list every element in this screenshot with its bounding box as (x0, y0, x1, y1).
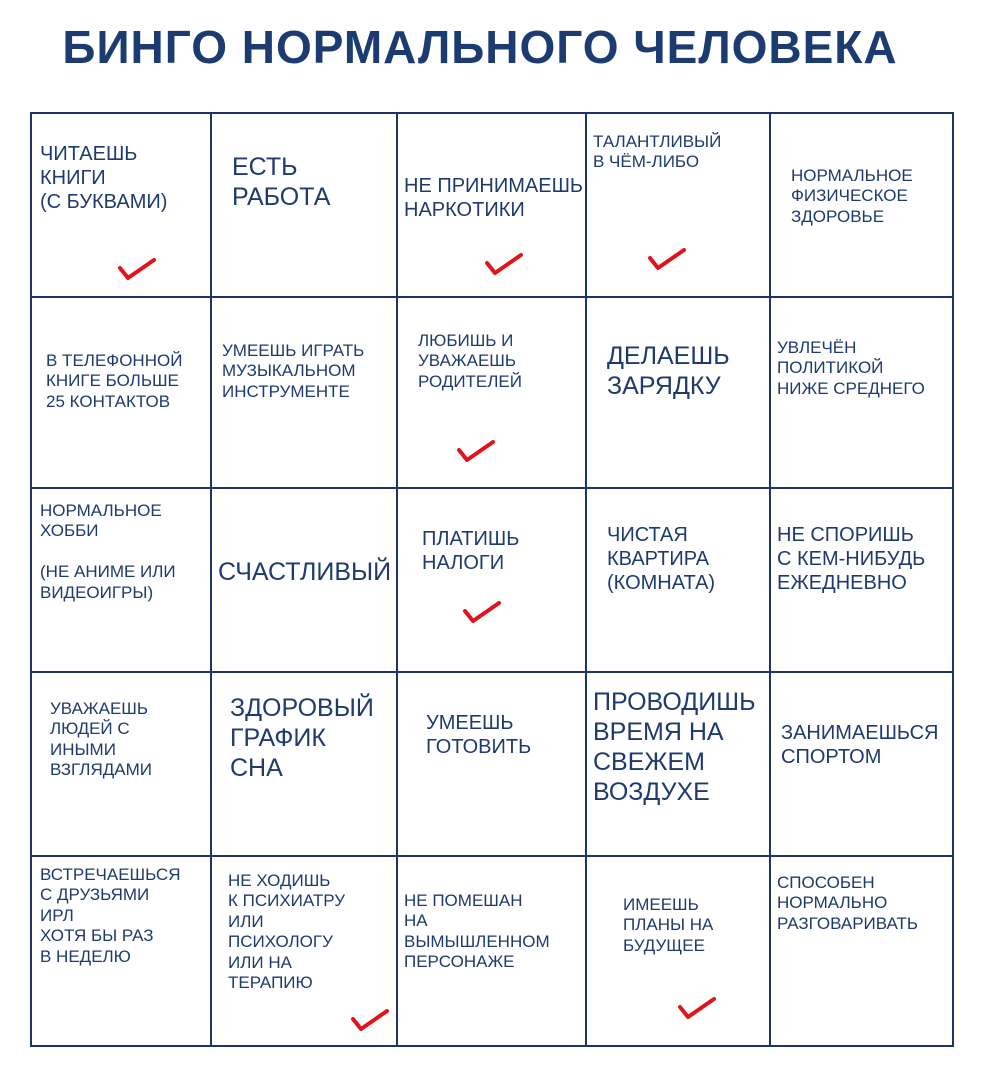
bingo-cell[interactable] (210, 671, 396, 855)
check-mark-icon (462, 597, 502, 627)
bingo-cell-text: УВАЖАЕШЬ ЛЮДЕЙ С ИНЫМИ ВЗГЛЯДАМИ (50, 699, 152, 780)
bingo-cell-text: СЧАСТЛИВЫЙ (218, 558, 392, 586)
bingo-cell-text: ЗАНИМАЕШЬСЯ СПОРТОМ (781, 722, 939, 768)
bingo-cell-text: ИМЕЕШЬ ПЛАНЫ НА БУДУЩЕЕ (623, 895, 714, 955)
bingo-cell-text: УМЕЕШЬ ГОТОВИТЬ (426, 712, 532, 758)
bingo-cell-text: ПРОВОДИШЬ ВРЕМЯ НА СВЕЖЕМ ВОЗДУХЕ (593, 688, 756, 806)
bingo-cell[interactable] (396, 296, 585, 487)
bingo-cell[interactable] (396, 855, 585, 1045)
bingo-cell-text: УВЛЕЧЁН ПОЛИТИКОЙ НИЖЕ СРЕДНЕГО (777, 338, 925, 398)
bingo-cell[interactable] (210, 487, 396, 671)
bingo-cell-text: ЧИТАЕШЬ КНИГИ (С БУКВАМИ) (40, 143, 168, 213)
bingo-grid (30, 112, 954, 1047)
bingo-cell-text: ЗДОРОВЫЙ ГРАФИК СНА (230, 694, 374, 782)
bingo-cell[interactable] (210, 296, 396, 487)
bingo-cell[interactable] (210, 855, 396, 1045)
bingo-cell[interactable] (769, 487, 952, 671)
bingo-cell-text: ЧИСТАЯ КВАРТИРА (КОМНАТА) (607, 524, 716, 594)
bingo-cell[interactable] (32, 855, 210, 1045)
bingo-cell-text: ТАЛАНТЛИВЫЙ В ЧЁМ-ЛИБО (593, 132, 722, 172)
bingo-cell[interactable] (585, 855, 769, 1045)
bingo-cell[interactable] (396, 114, 585, 296)
bingo-cell[interactable] (32, 114, 210, 296)
bingo-cell-text: НЕ ПРИНИМАЕШЬ НАРКОТИКИ (404, 175, 584, 221)
bingo-cell[interactable] (32, 487, 210, 671)
bingo-cell[interactable] (585, 114, 769, 296)
bingo-cell-text: В ТЕЛЕФОННОЙ КНИГЕ БОЛЬШЕ 25 КОНТАКТОВ (46, 351, 183, 411)
check-mark-icon (677, 993, 717, 1023)
bingo-cell[interactable] (769, 671, 952, 855)
bingo-cell[interactable] (32, 671, 210, 855)
page-title: БИНГО НОРМАЛЬНОГО ЧЕЛОВЕКА (62, 21, 898, 73)
bingo-cell[interactable] (769, 855, 952, 1045)
bingo-cell-text: ЛЮБИШЬ И УВАЖАЕШЬ РОДИТЕЛЕЙ (418, 331, 522, 391)
check-mark-icon (456, 436, 496, 466)
bingo-cell-text: НЕ ХОДИШЬ К ПСИХИАТРУ ИЛИ ПСИХОЛОГУ ИЛИ НА ТЕРАПИЮ (228, 871, 346, 992)
bingo-cell-text: ВСТРЕЧАЕШЬСЯ С ДРУЗЬЯМИ ИРЛ ХОТЯ БЫ РАЗ В НЕДЕЛЮ (40, 865, 181, 966)
bingo-cell-text: ПЛАТИШЬ НАЛОГИ (422, 528, 520, 574)
bingo-cell-text: НОРМАЛЬНОЕ ХОББИ (НЕ АНИМЕ ИЛИ ВИДЕОИГРЫ) (40, 501, 176, 602)
bingo-cell[interactable] (210, 114, 396, 296)
check-mark-icon (484, 249, 524, 279)
check-mark-icon (117, 254, 157, 284)
bingo-cell[interactable] (396, 487, 585, 671)
bingo-cell-text: СПОСОБЕН НОРМАЛЬНО РАЗГОВАРИВАТЬ (777, 873, 919, 933)
check-mark-icon (647, 244, 687, 274)
bingo-cell[interactable] (769, 296, 952, 487)
bingo-cell[interactable] (585, 296, 769, 487)
bingo-cell-text: НОРМАЛЬНОЕ ФИЗИЧЕСКОЕ ЗДОРОВЬЕ (791, 166, 913, 226)
bingo-cell[interactable] (396, 671, 585, 855)
bingo-cell-text: ДЕЛАЕШЬ ЗАРЯДКУ (607, 342, 730, 400)
bingo-cell[interactable] (585, 671, 769, 855)
bingo-cell-text: НЕ СПОРИШЬ С КЕМ-НИБУДЬ ЕЖЕДНЕВНО (777, 524, 926, 594)
bingo-cell[interactable] (585, 487, 769, 671)
bingo-cell-text: ЕСТЬ РАБОТА (232, 153, 331, 211)
bingo-cell-text: НЕ ПОМЕШАН НА ВЫМЫШЛЕННОМ ПЕРСОНАЖЕ (404, 891, 550, 972)
bingo-cell-text: УМЕЕШЬ ИГРАТЬ МУЗЫКАЛЬНОМ ИНСТРУМЕНТЕ (222, 341, 365, 401)
bingo-cell[interactable] (32, 296, 210, 487)
check-mark-icon (350, 1005, 390, 1035)
bingo-cell[interactable] (769, 114, 952, 296)
